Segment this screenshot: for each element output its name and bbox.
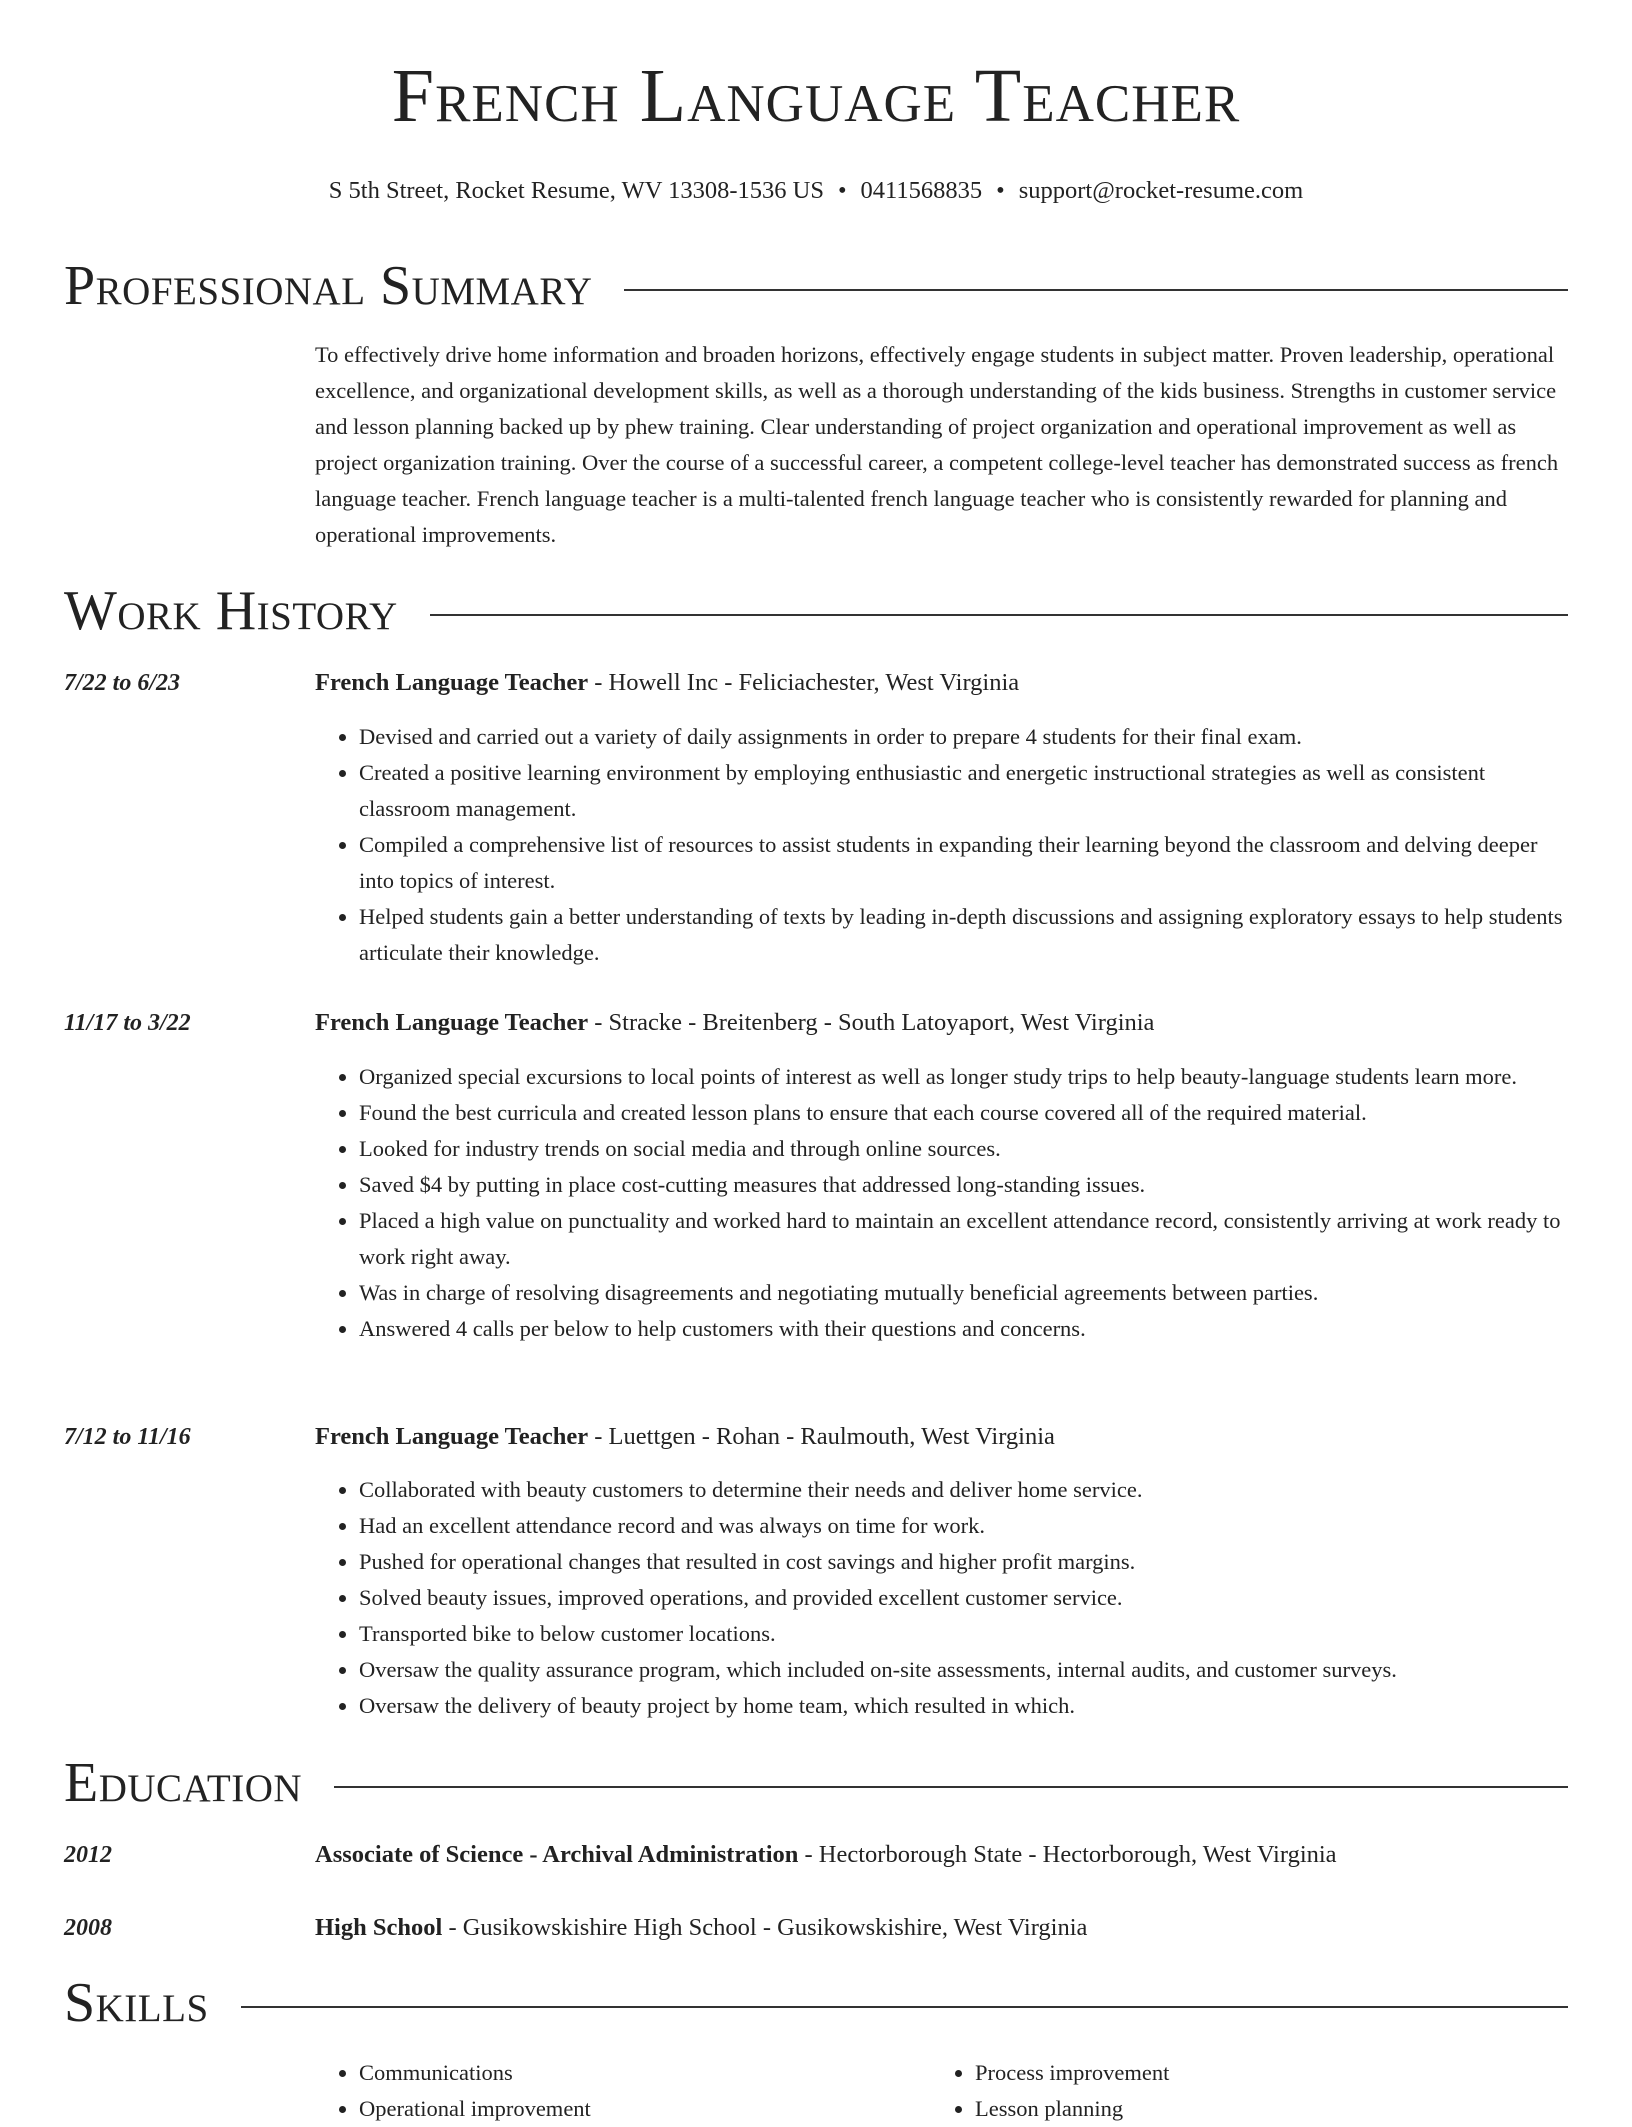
skill-item: • Communications <box>359 2055 919 2091</box>
contact-line <box>0 175 1632 207</box>
job-bullet: • Created a positive learning environment by employing enthusiastic and energetic instructional strategies as well as consistent classroom management. <box>359 755 1568 827</box>
work-heading: Work History <box>64 580 398 642</box>
education-degree: High School <box>315 1914 443 1941</box>
job-bullet: • Solved beauty issues, improved operations, and provided excellent customer service. <box>359 1580 1568 1616</box>
job-bullet: • Helped students gain a better understanding of texts by leading in-depth discussions and assigning exploratory essays to help students articulate their knowledge. <box>359 899 1568 971</box>
job-bullet: • Collaborated with beauty customers to determine their needs and deliver home service. <box>359 1472 1568 1508</box>
job-bullet: • Devised and carried out a variety of daily assignments in order to prepare 4 students for their final exam. <box>359 719 1568 755</box>
job-bullets <box>315 1472 1568 1724</box>
job-bullet: • Transported bike to below customer locations. <box>359 1616 1568 1652</box>
section-divider <box>430 614 1568 616</box>
job-bullet: • Found the best curricula and created lesson plans to ensure that each course covered all of the required material. <box>359 1095 1568 1131</box>
summary-section-header <box>64 255 1568 317</box>
job-bullet: • Oversaw the delivery of beauty project by home team, which resulted in which. <box>359 1688 1568 1724</box>
job-bullets <box>315 719 1568 971</box>
job-bullet: • Pushed for operational changes that resulted in cost savings and higher profit margins. <box>359 1544 1568 1580</box>
education-year: 2012 <box>64 1842 112 1868</box>
education-entry <box>315 1837 1568 1873</box>
job-title: French Language Teacher <box>315 669 589 696</box>
job-heading <box>315 665 1568 701</box>
section-divider <box>241 2006 1568 2008</box>
job-dates: 7/22 to 6/23 <box>64 670 181 696</box>
summary-heading: Professional Summary <box>64 255 593 317</box>
contact-email: support@rocket-resume.com <box>1018 177 1304 204</box>
education-section-header <box>64 1752 1568 1814</box>
job-title: French Language Teacher <box>315 1009 589 1036</box>
job-bullet: • Saved $4 by putting in place cost-cutting measures that addressed long-standing issues. <box>359 1167 1568 1203</box>
section-divider <box>624 289 1568 291</box>
contact-separator: • <box>837 177 847 204</box>
job-dates: 7/12 to 11/16 <box>64 1424 191 1450</box>
work-section-header <box>64 580 1568 642</box>
resume-title: French Language Teacher <box>391 54 1241 138</box>
job-bullet: • Placed a high value on punctuality and worked hard to maintain an excellent attendance record, consistently arriving at work ready to work right away. <box>359 1203 1568 1275</box>
job-details: - Stracke - Breitenberg - South Latoyaport, West Virginia <box>588 1009 1155 1036</box>
job-dates: 11/17 to 3/22 <box>64 1010 191 1036</box>
skills-list-right <box>931 2055 1535 2127</box>
job-bullet: • Compiled a comprehensive list of resources to assist students in expanding their learning beyond the classroom and delving deeper into topics of interest. <box>359 827 1568 899</box>
job-bullet: • Answered 4 calls per below to help customers with their questions and concerns. <box>359 1311 1568 1347</box>
skills-section-header <box>64 1972 1568 2034</box>
education-year: 2008 <box>64 1915 112 1941</box>
job-bullet: • Organized special excursions to local points of interest as well as longer study trips to help beauty-language students learn more. <box>359 1059 1568 1095</box>
education-degree: Associate of Science - Archival Administration <box>315 1841 799 1868</box>
job-details: - Luettgen - Rohan - Raulmouth, West Virginia <box>588 1423 1055 1450</box>
contact-address: S 5th Street, Rocket Resume, WV 13308-1536 US <box>328 177 824 204</box>
job-details: - Howell Inc - Feliciachester, West Virginia <box>588 669 1020 696</box>
contact-separator: • <box>996 177 1005 204</box>
education-heading: Education <box>64 1752 303 1814</box>
job-bullets <box>315 1059 1568 1347</box>
skills-list-left <box>315 2055 919 2127</box>
job-title: French Language Teacher <box>315 1423 589 1450</box>
job-bullet: • Looked for industry trends on social media and through online sources. <box>359 1131 1568 1167</box>
skills-heading: Skills <box>64 1972 209 2034</box>
job-bullet: • Had an excellent attendance record and was always on time for work. <box>359 1508 1568 1544</box>
skill-item: • Operational improvement <box>359 2091 919 2127</box>
education-details: - Hectorborough State - Hectorborough, West Virginia <box>798 1841 1337 1868</box>
skill-item: • Lesson planning <box>975 2091 1535 2127</box>
job-heading <box>315 1005 1568 1041</box>
education-entry <box>315 1910 1568 1946</box>
job-bullet: • Was in charge of resolving disagreements and negotiating mutually beneficial agreements between parties. <box>359 1275 1568 1311</box>
job-heading <box>315 1419 1568 1455</box>
contact-phone: 0411568835 <box>860 177 983 204</box>
education-details: - Gusikowskishire High School - Gusikowskishire, West Virginia <box>442 1914 1088 1941</box>
summary-text: To effectively drive home information and broaden horizons, effectively engage students in subject matter. Proven leadership, operational excellence, and organizational development skills, as well as a thorough understanding of the kids business. Strengths in customer service and lesson planning backed up by phew training. Clear understanding of project organization and operational improvement as well as project organization training. Over the course of a successful career, a competent college-level teacher has demonstrated success as french language teacher. French language teacher is a multi-talented french language teacher who is consistently rewarded for planning and operational improvements. <box>315 342 1559 547</box>
job-bullet: • Oversaw the quality assurance program, which included on-site assessments, internal audits, and customer surveys. <box>359 1652 1568 1688</box>
skill-item: • Process improvement <box>975 2055 1535 2091</box>
section-divider <box>334 1786 1568 1788</box>
